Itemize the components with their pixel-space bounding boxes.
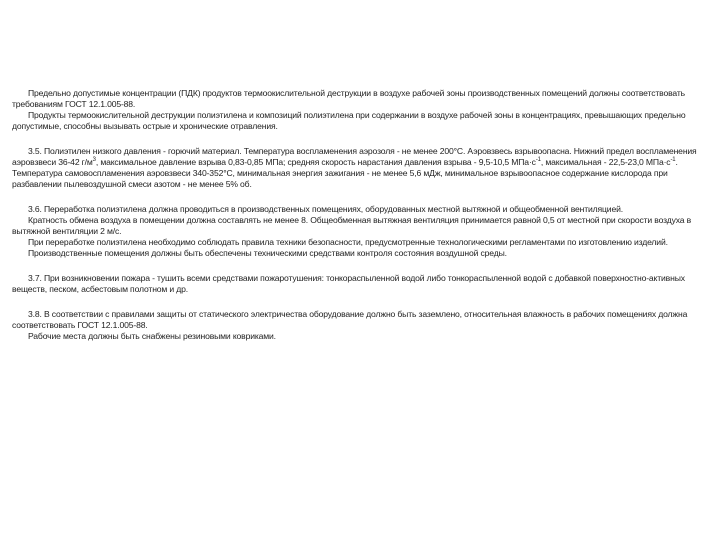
paragraph-ventilation-rooms: 3.6. Переработка полиэтилена должна проводиться в производственных помещениях, оборудованных местной вытяжной и общеобменной вентиляцией. [28,204,623,214]
superscript: -1 [535,157,541,164]
flammability-text-4: . Температура самовоспламенения аэровзвеси 340-352°С, минимальная энергия зажигания - не менее 5,6 мДж, минимальное взрывоопасное содержание кислорода при разбавлении пылевоздушной смеси азотом - не менее 5% об. [12,157,678,189]
spacer [12,259,708,273]
paragraph-static: 3.8. В соответствии с правилами защиты от статического электричества оборудование должно быть заземлено, относительная влажность в рабочих помещениях должна соответствовать ГОСТ 12.1.005-88. [12,309,688,330]
superscript: 3 [92,157,96,164]
paragraph-flammability [12,146,708,190]
paragraph-fire: 3.7. При возникновении пожара - тушить всеми средствами пожаротушения: тонкораспыленной водой либо тонкораспыленной водой с добавкой поверхностно-активных веществ, песком, асбестовым полотном и др. [12,273,685,294]
spacer [12,190,708,204]
paragraph-toxic-products: Продукты термоокислительной деструкции полиэтилена и композиций полиэтилена при содержании в воздухе рабочей зоны в концентрациях, превышающих предельно допустимые, способны вызывать острые и хронические отравления. [12,110,686,131]
spacer [12,295,708,309]
document-text [12,88,708,342]
paragraph-air-exchange: Кратность обмена воздуха в помещении должна составлять не менее 8. Общеобменная вытяжная вентиляция принимается равной 0,5 от местной при скорости воздуха в вытяжной вентиляции 2 м/с. [12,215,692,236]
flammability-text-3: , максимальная - 22,5-23,0 МПа·с [540,157,671,167]
flammability-text-1: 3.5. Полиэтилен низкого давления - горючий материал. Температура воспламенения аэрозоля - не менее 200°С. Аэровзвесь взрывоопасна. Нижний предел воспламенения аэровзвеси 36-42 г/м [12,146,697,167]
paragraph-air-control: Производственные помещения должны быть обеспечены техническими средствами контроля состояния воздушной среды. [28,248,507,258]
superscript: -1 [670,157,676,164]
paragraph-mats: Рабочие места должны быть снабжены резиновыми ковриками. [28,331,276,341]
paragraph-pdk: Предельно допустимые концентрации (ПДК) продуктов термоокислительной деструкции в воздухе рабочей зоны производственных помещений должны соответствовать требованиям ГОСТ 12.1.005-88. [12,88,685,109]
spacer [12,132,708,146]
flammability-text-2: , максимальное давление взрыва 0,83-0,85 МПа; средняя скорость нарастания давления взрыва - 9,5-10,5 МПа·с [95,157,536,167]
paragraph-safety-rules: При переработке полиэтилена необходимо соблюдать правила техники безопасности, предусмотренные технологическими регламентами по изготовлению изделий. [28,237,668,247]
